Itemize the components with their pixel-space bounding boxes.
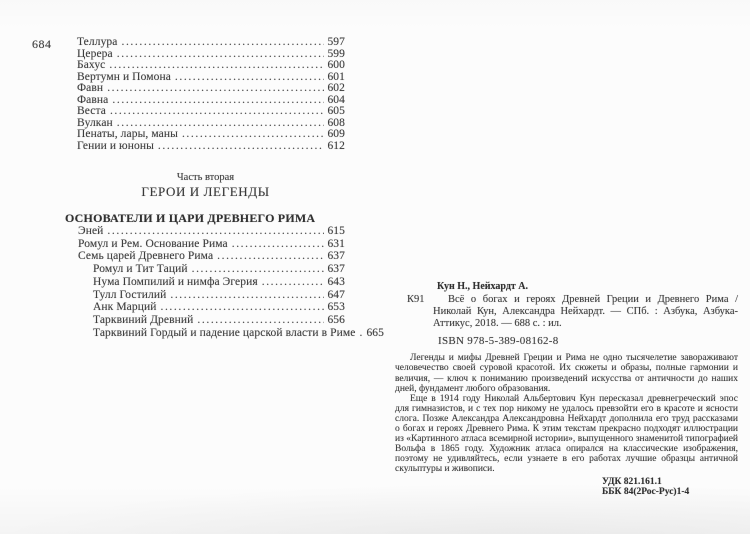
toc-entry-title: Ромул и Тит Таций: [93, 263, 188, 276]
toc-entry-sub: [78, 263, 345, 276]
isbn-line: ISBN 978-5-389-08162-8: [438, 335, 559, 348]
toc-entry-page: 647: [327, 288, 345, 301]
toc-entry-page: 637: [327, 263, 345, 276]
dot-leader: [170, 289, 324, 302]
toc-entry-title: Ромул и Рем. Основание Рима: [78, 237, 228, 250]
toc-entry-title: Семь царей Древнего Рима: [78, 250, 214, 263]
udk-code: УДК 821.161.1: [602, 476, 662, 487]
dot-leader: [112, 95, 324, 107]
toc-part1-list: [77, 37, 345, 152]
toc-entry-page: 601: [327, 70, 345, 83]
dot-leader: [217, 250, 324, 263]
dot-leader: [197, 314, 324, 327]
toc-entry-page: 615: [327, 225, 345, 237]
toc-entry-page: 612: [327, 139, 345, 152]
part-heading: [65, 172, 346, 198]
toc-entry-sub: [78, 301, 345, 314]
dot-leader: [232, 238, 325, 251]
toc-entry-page: 605: [327, 105, 345, 118]
dot-leader: [158, 141, 325, 153]
toc-entry-page: 602: [327, 82, 345, 95]
toc-entry-title: Тулл Гостилий: [93, 288, 167, 301]
folio-page-number: 684: [32, 37, 52, 51]
dot-leader: [107, 83, 324, 95]
part-kicker: Часть вторая: [176, 172, 235, 183]
toc-entry-page: 665: [366, 326, 385, 339]
toc-entry-title: Анк Марций: [93, 301, 157, 314]
authors-line: Кун Н., Нейхардт А.: [437, 281, 529, 292]
annotation-text: [395, 353, 738, 474]
dot-leader: [175, 72, 325, 84]
toc-entry-title: Нума Помпилий и нимфа Эгерия: [93, 275, 258, 288]
toc-entry: [77, 95, 345, 107]
toc-entry-page: 653: [327, 301, 345, 314]
toc-entry-title: Церера: [77, 47, 113, 60]
catalog-code: К91: [407, 294, 425, 305]
dot-leader: [117, 49, 325, 61]
toc-entry-title: Вулкан: [77, 116, 113, 129]
dot-leader: [107, 225, 324, 238]
toc-entry: [77, 60, 345, 72]
part-title: ГЕРОИ И ЛЕГЕНДЫ: [141, 184, 270, 199]
toc-entry-page: 656: [327, 313, 345, 326]
toc-entry-page: 600: [327, 59, 345, 72]
bibliographic-entry: Всё о богах и героях Древней Греции и Древнего Рима / Николай Кун, Александра Нейхардт. — СПб. : Азбука, Азбука-Аттикус, 2018. — 688 с. : ил.: [433, 294, 738, 329]
toc-entry: [77, 106, 345, 118]
bibliographic-entry-wrap: [395, 294, 738, 329]
toc-entry-page: 608: [327, 116, 345, 129]
toc-entry-title: Теллура: [77, 36, 118, 48]
toc-entry-title: Вертумн и Помона: [77, 70, 171, 83]
toc-entry: [77, 49, 345, 61]
dot-leader: [121, 37, 324, 49]
toc-entry-page: 597: [327, 36, 345, 48]
toc-entry-title: Фавна: [77, 93, 109, 106]
toc-entry-title: Бахус: [77, 59, 106, 72]
dot-leader: [109, 60, 324, 72]
toc-entry: [77, 141, 345, 153]
toc-entry: [77, 72, 345, 84]
dot-leader: [359, 327, 363, 340]
toc-entry-page: 637: [327, 250, 345, 263]
toc-entry-title: Веста: [77, 105, 106, 118]
toc-entry: [78, 225, 345, 238]
toc-entry-title: Фавн: [77, 82, 104, 95]
annotation-paragraph: Еще в 1914 году Николай Альбертович Кун пересказал древнегреческий эпос для гимназистов, и с тех пор никому не удалось превзойти его в красоте и ясности слога. Позже Александра Александровна Нейхардт дополнила его труд рассказами о богах и героях Древнего Рима. К этим текстам прекрасно подходят иллюстрации из «Картинного атласа всемирной истории», выпущенного знаменитой типографией Вольфа в 1865 году. Художник атласа опирался на классические изображения, поэтому не удивляйтесь, если узнаете в его работах лучшие образцы античной скульптуры и живописи.: [395, 393, 738, 475]
toc-entry-page: 604: [327, 93, 345, 106]
toc-entry-page: 599: [327, 47, 345, 60]
toc-entry-page: 631: [327, 237, 345, 250]
dot-leader: [110, 106, 325, 118]
dot-leader: [262, 276, 325, 289]
toc-entry-sub: [78, 276, 345, 289]
toc-entry-page: 643: [327, 275, 345, 288]
bbk-code: ББК 84(2Рос-Рус)1-4: [602, 487, 690, 498]
toc-entry-sub: [78, 326, 385, 340]
toc-entry: [77, 37, 345, 49]
imprint-block: [395, 281, 738, 498]
toc-entry: [78, 250, 345, 263]
toc-entry-title: Пенаты, лары, маны: [77, 128, 178, 141]
classification-codes: [602, 477, 738, 498]
toc-entry-page: 609: [327, 128, 345, 141]
dot-leader: [160, 301, 324, 314]
toc-entry-title: Тарквиний Древний: [93, 313, 194, 326]
toc-section-header: ОСНОВАТЕЛИ И ЦАРИ ДРЕВНЕГО РИМА: [65, 211, 316, 225]
toc-entry-title: Эней: [78, 225, 104, 237]
toc-entry-title: Гении и юноны: [77, 139, 154, 152]
toc-entry-title: Тарквиний Гордый и падение царской власти в Риме: [93, 326, 356, 339]
dot-leader: [182, 129, 325, 141]
toc-entry-sub: [78, 314, 345, 327]
dot-leader: [192, 263, 325, 276]
toc-entry: [78, 238, 345, 251]
toc-entry-sub: [78, 289, 345, 302]
annotation-paragraph: Легенды и мифы Древней Греции и Рима не одно тысячелетие завораживают человечество своей суровой красотой. Их сюжеты и образы, полные гармонии и величия, — ключ к пониманию произведений искусства от античности до наших дней, фундамент любого образования.: [395, 353, 738, 394]
toc-entry: [77, 83, 345, 95]
toc-part2-list: [78, 225, 385, 339]
